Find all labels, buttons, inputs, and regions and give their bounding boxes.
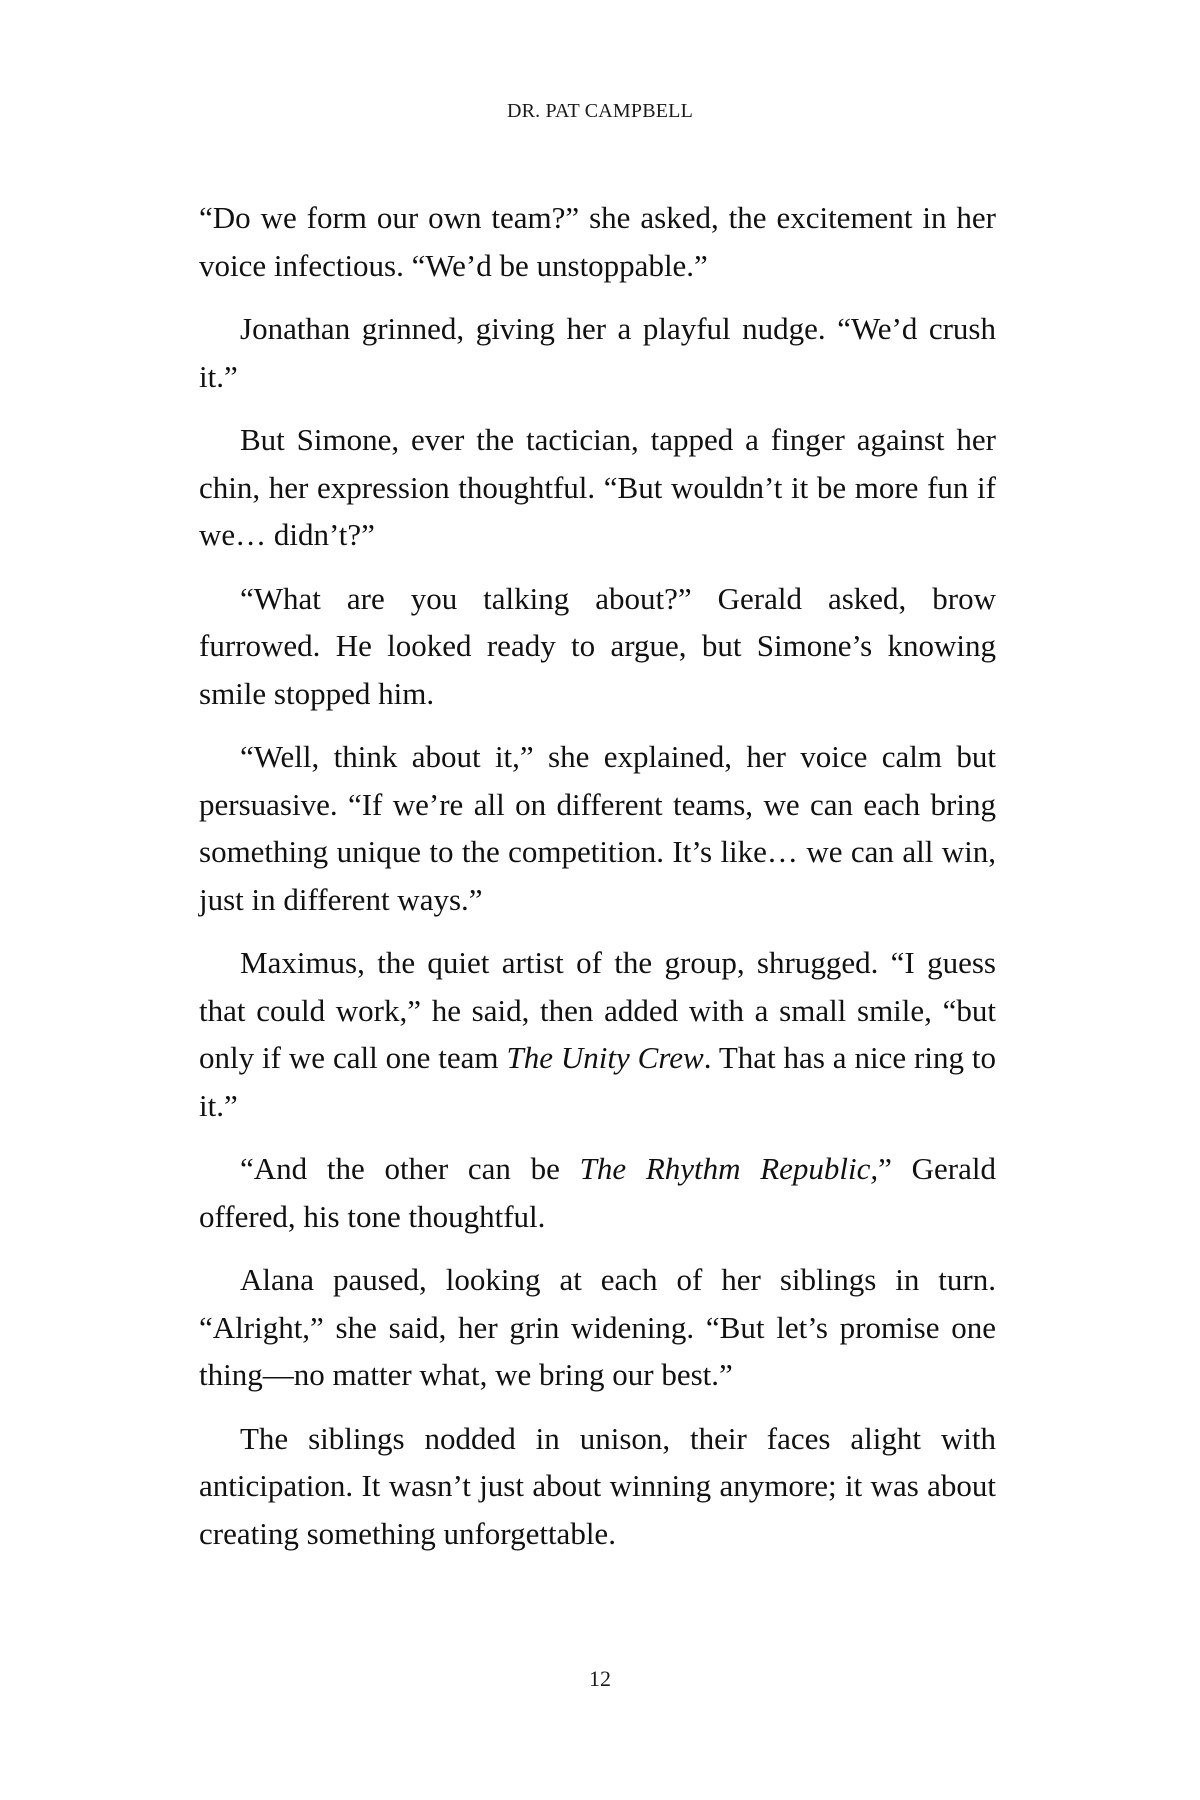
body-text <box>199 194 996 1573</box>
paragraph-text: The siblings nodded in unison, their faces alight with anticipation. It wasn’t just about winning anymore; it was about creating something unforgettable. <box>199 1420 996 1551</box>
paragraph-text: But Simone, ever the tactician, tapped a finger against her chin, her expression thoughtful. “But wouldn’t it be more fun if we… didn’t?” <box>199 422 996 552</box>
paragraph-text: Alana paused, looking at each of her siblings in turn. “Alright,” she said, her grin widening. “But let’s promise one thing—no matter what, we bring our best.” <box>199 1262 996 1392</box>
paragraph-text: Maximus, the quiet artist of the group, shrugged. “I guess that could work,” he said, then added with a small smile, “but only if we call one team <box>199 945 996 1075</box>
paragraph-3 <box>199 416 996 559</box>
paragraph-text: “Do we form our own team?” she asked, the excitement in her voice infectious. “We’d be unstoppable.” <box>199 200 996 283</box>
paragraph-4 <box>199 575 996 718</box>
page-number: 12 <box>589 1666 611 1691</box>
team-name-rhythm-republic: The Rhythm Republic, <box>579 1151 879 1186</box>
paragraph-text: ” Gerald offered, his tone thoughtful. <box>199 1151 996 1234</box>
paragraph-9 <box>199 1415 996 1558</box>
paragraph-7 <box>199 1145 996 1240</box>
paragraph-text: “Well, think about it,” she explained, her voice calm but persuasive. “If we’re all on different teams, we can each bring something unique to the competition. It’s like… we can all win, just in different ways.” <box>199 739 996 917</box>
paragraph-2 <box>199 305 996 400</box>
team-name-unity-crew: The Unity Crew <box>506 1040 704 1075</box>
paragraph-text: Jonathan grinned, giving her a playful nudge. “We’d crush it.” <box>199 311 996 394</box>
paragraph-text: . That has a nice ring to it.” <box>199 1040 996 1123</box>
running-head: DR. PAT CAMPBELL <box>506 100 694 122</box>
paragraph-text: “What are you talking about?” Gerald asked, brow furrowed. He looked ready to argue, but Simone’s knowing smile stopped him. <box>199 580 996 711</box>
paragraph-8 <box>199 1256 996 1399</box>
paragraph-text: “And the other can be <box>240 1151 580 1186</box>
paragraph-6 <box>199 939 996 1129</box>
paragraph-5 <box>199 733 996 923</box>
paragraph-1 <box>199 194 996 289</box>
